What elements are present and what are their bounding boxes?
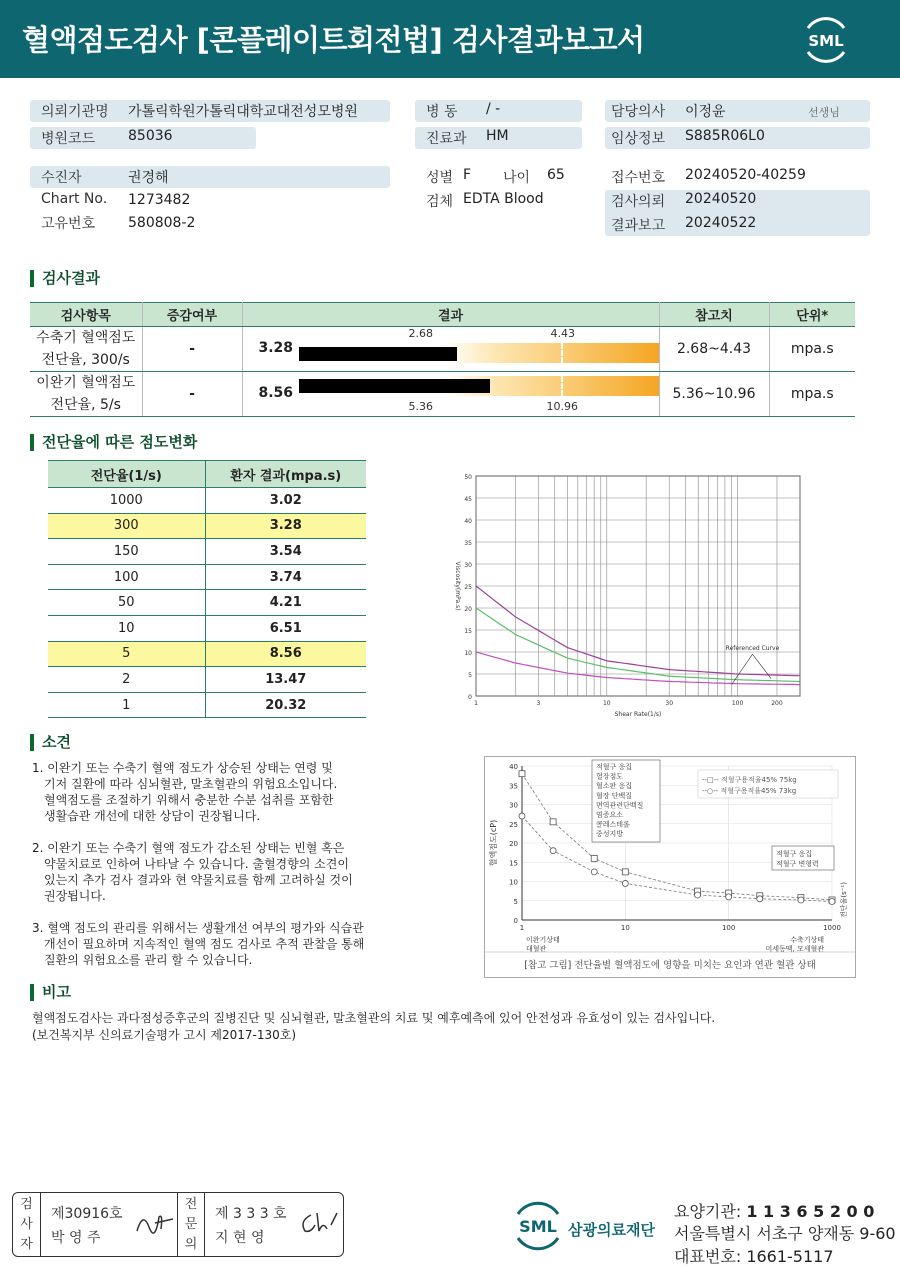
data-point: [622, 869, 628, 875]
factor-label: 염증요소: [596, 811, 624, 819]
address: 서울특별시 서초구 양재동 9-60: [674, 1224, 896, 1243]
y-tick-label: 45: [464, 496, 472, 503]
report-header: [0, 0, 900, 78]
y-tick-label: 25: [509, 820, 518, 829]
x-tick-label: 200: [771, 700, 783, 707]
factor-label: 중성지방: [596, 830, 624, 839]
receipt-label: 접수번호: [611, 170, 666, 186]
factor-label: 적혈구 변형력: [776, 860, 819, 868]
shear-rate-cell: 10: [48, 615, 205, 641]
tester-signature-icon: [133, 1207, 177, 1237]
data-point: [757, 896, 763, 902]
opinion-line: 2. 이완기 또는 수축기 혈액 점도가 감소된 상태는 빈혈 혹은: [32, 841, 345, 855]
patient-label: 수진자: [41, 170, 82, 186]
legend-entry: --○-- 적혈구용적율45% 73kg: [702, 787, 797, 795]
x-tick-label: 30: [665, 700, 674, 707]
data-point: [726, 894, 732, 900]
y-tick-label: 0: [468, 694, 472, 701]
institution-value: 가톨릭학원가톨릭대학교대전성모병원: [128, 104, 358, 120]
shear-value-cell: 3.02: [205, 488, 366, 514]
section-results-title: 검사결과: [30, 270, 100, 287]
table-row: [30, 327, 855, 372]
y-tick-label: 35: [464, 540, 472, 547]
y-tick-label: 35: [509, 782, 518, 791]
dept-label: 진료과: [426, 131, 467, 147]
result-cell: [242, 372, 659, 417]
x-axis-note: 대혈관: [526, 945, 547, 953]
viscosity-chart: [448, 466, 810, 718]
table-row: [48, 488, 366, 514]
low-label: 2.68: [408, 327, 433, 340]
y-tick-label: 50: [464, 474, 472, 481]
dept-value: HM: [486, 128, 509, 144]
data-point: [829, 899, 835, 905]
opinion-line: 3. 혈액 점도의 관리를 위해서는 생활개선 여부의 평가와 식습관: [32, 921, 364, 935]
shear-rate-cell: 100: [48, 564, 205, 590]
doctor-no: 제 3 3 3 호: [215, 1206, 287, 1222]
x-tick-label: 10: [602, 700, 611, 707]
factor-label: 혈장 단백질: [596, 791, 633, 800]
x-axis-note: 미세동맥, 모세혈관: [765, 945, 824, 953]
ward-label: 병 동: [426, 104, 458, 120]
shear-value-cell: 8.56: [205, 641, 366, 667]
shear-rate-cell: 50: [48, 590, 205, 616]
factor-label: 콜레스테롤: [596, 820, 630, 829]
col-ref: 참고치: [659, 303, 769, 327]
annotation-label: Referenced Curve: [725, 644, 780, 652]
age-label: 나이: [503, 170, 531, 186]
clinical-label: 임상정보: [611, 131, 666, 147]
request-label: 검사의뢰: [611, 194, 666, 210]
doctor-suffix: 선생님: [808, 106, 840, 119]
x-tick-label: 100: [721, 924, 736, 932]
code-value: 85036: [128, 128, 173, 144]
col-item: 검사항목: [30, 303, 142, 327]
section-shear-title: 전단율에 따른 점도변화: [30, 434, 197, 451]
col-result: 결과: [242, 303, 659, 327]
item-sub: 전단율, 300/s: [41, 352, 130, 368]
sml-logo-icon: [800, 14, 852, 64]
shear-table: [48, 460, 366, 718]
clinical-value: S885R06L0: [685, 128, 765, 144]
result-cell: [242, 327, 659, 372]
chart-label: Chart No.: [41, 191, 108, 207]
x-tick-label: 100: [731, 700, 744, 707]
shear-rate-cell: 1: [48, 692, 205, 718]
x-axis-label: Shear Rate(1/s): [614, 711, 662, 718]
shear-rate-cell: 150: [48, 539, 205, 565]
x-tick-label: 10: [620, 924, 630, 932]
shear-value-cell: 3.74: [205, 564, 366, 590]
y-tick-label: 40: [464, 518, 472, 525]
sml-footer-logo-icon: [510, 1198, 566, 1254]
svg-text:SML: SML: [808, 32, 844, 50]
specimen-label: 검체: [426, 194, 454, 210]
opinion-line: 개선이 필요하며 지속적인 혈액 점도 검사로 추적 관찰을 통해: [44, 937, 365, 951]
legend-entry: --□-- 적혈구용적율45% 75kg: [702, 776, 797, 784]
unit-value: mpa.s: [769, 327, 855, 372]
tester-name: 박 영 주: [51, 1230, 101, 1246]
y-tick-label: 30: [464, 562, 472, 569]
y-tick-label: 15: [509, 859, 518, 868]
shear-value-cell: 20.32: [205, 692, 366, 718]
shear-rate-cell: 1000: [48, 488, 205, 514]
facility-label: 요양기관:: [674, 1202, 742, 1221]
result-value: 8.56: [258, 385, 294, 401]
shear-rate-cell: 300: [48, 513, 205, 539]
data-point: [550, 848, 556, 854]
phone-label: 대표번호:: [674, 1247, 742, 1266]
section-opinion-title: 소견: [30, 734, 71, 751]
y-tick-label: 10: [509, 878, 518, 887]
table-row: [48, 513, 366, 539]
opinion-item: [32, 920, 472, 968]
doctor-name: 지 현 영: [215, 1230, 265, 1246]
shear-value-cell: 3.54: [205, 539, 366, 565]
ward-value: / -: [486, 101, 501, 117]
y-tick-label: 25: [464, 584, 472, 591]
col-unit: 단위*: [769, 303, 855, 327]
code-label: 병원코드: [41, 131, 96, 147]
result-bar: [299, 379, 490, 393]
y-tick-label: 30: [509, 801, 518, 810]
institution-label: 의뢰기관명: [41, 104, 109, 120]
note-text: [32, 1010, 715, 1044]
factor-label: 적혈구 응집: [596, 763, 633, 771]
col-shear-rate: 전단율(1/s): [48, 461, 205, 488]
shear-rate-cell: 5: [48, 641, 205, 667]
opinion-line: 있는지 추가 검사 결과와 현 약물치료를 함께 고려하실 것이: [44, 873, 353, 887]
result-value: 3.28: [258, 340, 294, 356]
phone-value: 1661-5117: [746, 1247, 834, 1266]
tester-no: 제30916호: [51, 1206, 123, 1222]
signature-box: [12, 1192, 344, 1257]
low-label: 5.36: [408, 400, 433, 413]
col-change: 증감여부: [142, 303, 242, 327]
table-row: [30, 372, 855, 417]
y-tick-label: 40: [509, 763, 518, 771]
high-label: 4.43: [550, 327, 575, 340]
data-point: [798, 897, 804, 903]
data-point: [695, 892, 701, 898]
shear-value-cell: 13.47: [205, 667, 366, 693]
doctor-label: 담당의사: [611, 104, 666, 120]
y-tick-label: 20: [509, 840, 518, 848]
x-axis-note: 이완기상태: [526, 936, 560, 944]
data-point: [519, 771, 525, 777]
factor-label: 혈소판 응집: [596, 782, 633, 791]
note-line: (보건복지부 신의료기술평가 고시 제2017-130호): [32, 1028, 297, 1042]
doctor-sig-label: 전 문 의: [177, 1193, 205, 1256]
opinion-line: 권장됩니다.: [44, 889, 106, 903]
tester-label: 검 사 자: [13, 1193, 41, 1256]
item-name: 수축기 혈액점도: [36, 330, 136, 346]
opinion-line: 1. 이완기 또는 수축기 혈액 점도가 상승된 상태는 연령 및: [32, 761, 333, 775]
y-tick-label: 20: [464, 606, 472, 613]
opinion-line: 질환의 위험요소를 관리 할 수 있습니다.: [44, 953, 253, 967]
y-tick-label: 5: [513, 897, 518, 906]
shear-rate-cell: 2: [48, 667, 205, 693]
shear-value-cell: 4.21: [205, 590, 366, 616]
note-line: 혈액점도검사는 과다점성증후군의 질병진단 및 심뇌혈관, 말초혈관의 치료 및 예후예측에 있어 안전성과 유효성이 있는 검사입니다.: [32, 1011, 716, 1025]
patient-value: 권경해: [128, 170, 169, 186]
opinion-item: [32, 760, 472, 824]
uid-label: 고유번호: [41, 216, 96, 232]
factor-label: 혈장점도: [596, 772, 624, 781]
x-tick-label: 1000: [823, 924, 841, 932]
factor-label: 적혈구 응집: [776, 850, 813, 858]
ref-value: 2.68~4.43: [659, 327, 769, 372]
high-marker: [561, 343, 563, 363]
table-row: [48, 641, 366, 667]
factor-label: 면역관련단백질: [596, 801, 644, 810]
opinion-line: 혈액점도를 조절하기 위해서 충분한 수분 섭취를 포함한: [44, 793, 334, 807]
y-axis-label: Viscosity(mPa.s): [454, 561, 461, 611]
ref-value: 5.36~10.96: [659, 372, 769, 417]
table-row: [48, 590, 366, 616]
y-axis-label: 혈액점도(cP): [489, 819, 498, 867]
chart-caption: [참고 그림] 전단율별 혈액점도에 영향을 미치는 요인과 연관 혈관 상태: [524, 960, 816, 971]
opinion-line: 기저 질환에 따라 심뇌혈관, 말초혈관의 위험요소입니다.: [44, 777, 338, 791]
sex-value: F: [463, 167, 472, 183]
report-title: 혈액점도검사 [콘플레이트회전법] 검사결과보고서: [22, 23, 645, 57]
section-note-title: 비고: [30, 984, 71, 1001]
chart-value: 1273482: [128, 192, 191, 208]
org-name: 삼광의료재단: [568, 1221, 655, 1239]
opinion-item: [32, 840, 472, 904]
uid-value: 580808-2: [128, 215, 196, 231]
request-value: 20240520: [685, 191, 757, 207]
shear-value-cell: 3.28: [205, 513, 366, 539]
item-name: 이완기 혈액점도: [36, 375, 136, 391]
x-axis-note: 수축기상태: [790, 936, 824, 944]
results-table: [30, 302, 855, 417]
sex-label: 성별: [426, 170, 454, 186]
item-sub: 전단율, 5/s: [50, 397, 121, 413]
data-point: [550, 819, 556, 825]
table-row: [48, 692, 366, 718]
result-bar: [299, 347, 457, 361]
reference-chart: [484, 756, 856, 978]
y2-axis-label: 전단율(s⁻¹): [840, 882, 848, 918]
x-tick-label: 1: [519, 924, 525, 932]
opinion-line: 생활습관 개선에 대한 상담이 권장됩니다.: [44, 809, 261, 823]
facility-no: 1 1 3 6 5 2 0 0: [746, 1202, 875, 1221]
y-tick-label: 5: [468, 672, 472, 679]
svg-text:SML: SML: [519, 1217, 557, 1236]
y-tick-label: 15: [464, 628, 472, 635]
data-point: [622, 880, 628, 886]
table-row: [48, 667, 366, 693]
specimen-value: EDTA Blood: [463, 191, 544, 207]
opinion-line: 약물치료로 인하여 나타날 수 있습니다. 출혈경향의 소견이: [44, 857, 349, 871]
data-point: [591, 869, 597, 875]
high-label: 10.96: [546, 400, 578, 413]
col-patient-result: 환자 결과(mpa.s): [205, 461, 366, 488]
unit-value: mpa.s: [769, 372, 855, 417]
doctor-signature-icon: [297, 1207, 341, 1237]
report-value: 20240522: [685, 215, 757, 231]
change-value: -: [142, 372, 242, 417]
report-label: 결과보고: [611, 218, 666, 234]
shear-value-cell: 6.51: [205, 615, 366, 641]
high-marker: [561, 376, 563, 396]
receipt-value: 20240520-40259: [685, 167, 806, 183]
x-tick-label: 1: [474, 700, 478, 707]
doctor-value: 이정윤: [685, 104, 726, 120]
table-row: [48, 615, 366, 641]
data-point: [591, 855, 597, 861]
data-point: [519, 813, 525, 819]
age-value: 65: [547, 167, 565, 183]
x-tick-label: 3: [536, 700, 541, 707]
table-row: [48, 564, 366, 590]
y-tick-label: 10: [464, 650, 472, 657]
change-value: -: [142, 327, 242, 372]
y-tick-label: 0: [513, 917, 518, 925]
table-row: [48, 539, 366, 565]
